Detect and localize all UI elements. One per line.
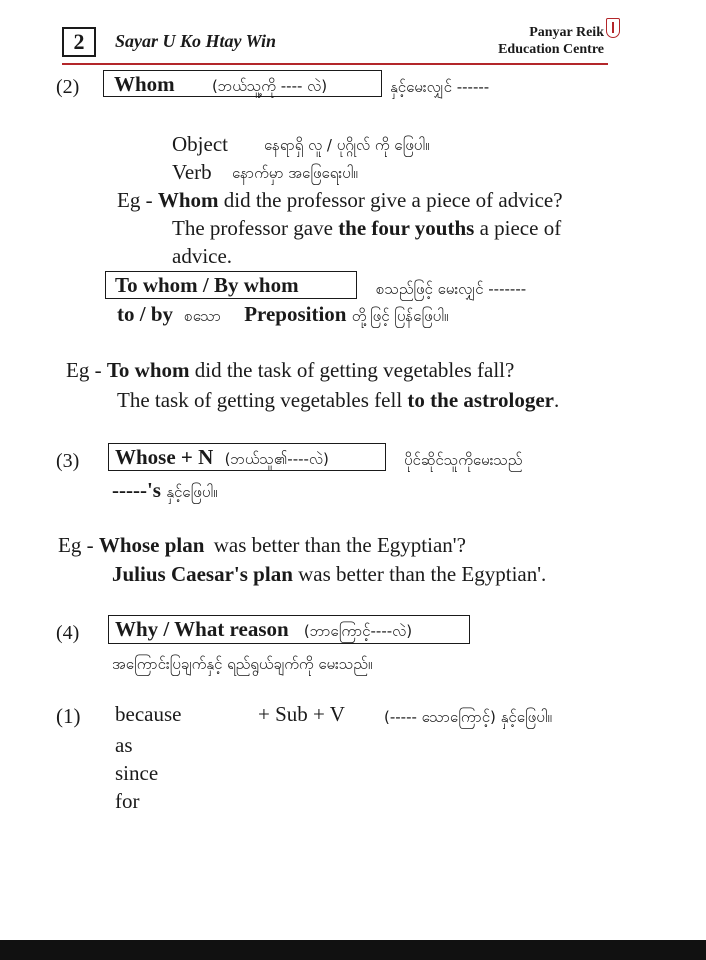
- example-2-keyword: To whom: [106, 358, 190, 382]
- formula: + Sub + V: [258, 702, 345, 726]
- to-by-words: to / by: [117, 302, 174, 326]
- object-label: Object: [172, 132, 228, 156]
- answer-1: [172, 216, 561, 241]
- why-keyword: Why / What reason: [115, 617, 289, 641]
- answer-1-start: The professor gave: [172, 216, 333, 240]
- answer-2: [117, 388, 559, 413]
- header-divider: [62, 63, 608, 65]
- section-3-heading-suffix: ပိုင်ဆိုင်သူကိုမေးသည်: [404, 451, 523, 469]
- section-3-heading-box: [108, 443, 386, 471]
- answer-3-text: was better than the Egyptian'.: [298, 562, 547, 586]
- example-3-keyword: Whose plan: [98, 533, 205, 557]
- bottom-bar: [0, 940, 706, 960]
- example-1: [117, 188, 563, 213]
- conjunction-because: because: [115, 702, 182, 726]
- example-3-text: was better than the Egyptian'?: [213, 533, 466, 557]
- example-1-keyword: Whom: [157, 188, 219, 212]
- whom-burmese: (ဘယ်သူ့ကို ---- လဲ): [211, 77, 328, 95]
- verb-label: Verb: [172, 160, 212, 184]
- brand-name: [498, 24, 604, 58]
- example-3-label: Eg -: [58, 533, 94, 557]
- possessive-s: -----'s: [112, 478, 161, 502]
- answer-2-keyword: to the astrologer: [407, 388, 554, 412]
- to-whom-burmese: စသည်ဖြင့် မေးလျှင် -------: [376, 280, 527, 298]
- to-whom-box: [105, 271, 357, 299]
- example-3: [58, 533, 466, 558]
- example-1-text: did the professor give a piece of advice?: [223, 188, 563, 212]
- answer-2-start: The task of getting vegetables fell: [117, 388, 403, 412]
- to-by-burmese-1: စသော: [184, 307, 221, 325]
- page-number: 2: [62, 27, 96, 57]
- preposition-keyword: Preposition: [244, 302, 347, 326]
- section-4-number: (4): [56, 622, 80, 644]
- example-2: [66, 358, 514, 383]
- answer-1-middle: a piece of: [479, 216, 562, 240]
- answer-2-end: .: [553, 388, 560, 412]
- why-burmese: (ဘာကြောင့်----လဲ): [303, 622, 413, 640]
- example-2-label: Eg -: [66, 358, 102, 382]
- example-1-label: Eg -: [117, 188, 153, 212]
- section-2-heading-box: [103, 70, 382, 97]
- possessive-burmese: နှင့်ဖြေပါ။: [166, 483, 218, 501]
- answer-3: [112, 562, 546, 587]
- subsection-1-number: (1): [56, 704, 81, 728]
- section-4-heading-box: [108, 615, 470, 644]
- whose-burmese: (ဘယ်သူ၏----လဲ): [224, 450, 329, 468]
- section-2-heading-suffix: နှင့်မေးလျှင် ------: [390, 78, 490, 96]
- conjunction-for: for: [115, 789, 140, 813]
- to-whom-keyword: To whom / By whom: [115, 273, 299, 297]
- answer-1-keyword: the four youths: [338, 216, 475, 240]
- section-3-line-2: [112, 478, 218, 505]
- answer-1-end: advice.: [172, 244, 233, 268]
- section-2-number: (2): [56, 76, 80, 98]
- conjunction-as: as: [115, 733, 133, 757]
- brand-line-2: Education Centre: [498, 42, 604, 57]
- verb-burmese: နောက်မှာ အဖြေရေးပါ။: [232, 164, 358, 182]
- whom-keyword: Whom: [114, 72, 175, 96]
- conjunction-since: since: [115, 761, 159, 785]
- crest-logo-icon: [606, 18, 620, 38]
- formula-burmese: (----- သောကြောင့်) နှင့်ဖြေပါ။: [384, 708, 552, 726]
- example-2-text: did the task of getting vegetables fall?: [194, 358, 515, 382]
- object-burmese: နေရာရှိ လူ / ပုဂ္ဂိုလ် ကို ဖြေပါ။: [264, 136, 430, 154]
- section-3-number: (3): [56, 450, 80, 472]
- answer-3-keyword: Julius Caesar's plan: [112, 562, 293, 586]
- author-name: Sayar U Ko Htay Win: [115, 31, 277, 51]
- whose-keyword: Whose + N: [115, 445, 214, 469]
- brand-line-1: Panyar Reik: [529, 25, 604, 40]
- to-by-line: [117, 302, 448, 329]
- section-4-description: အကြောင်းပြချက်နှင့် ရည်ရွယ်ချက်ကို မေးသည်။: [112, 655, 373, 673]
- to-by-burmese-2: တို့ဖြင့် ပြန်ဖြေပါ။: [351, 307, 449, 325]
